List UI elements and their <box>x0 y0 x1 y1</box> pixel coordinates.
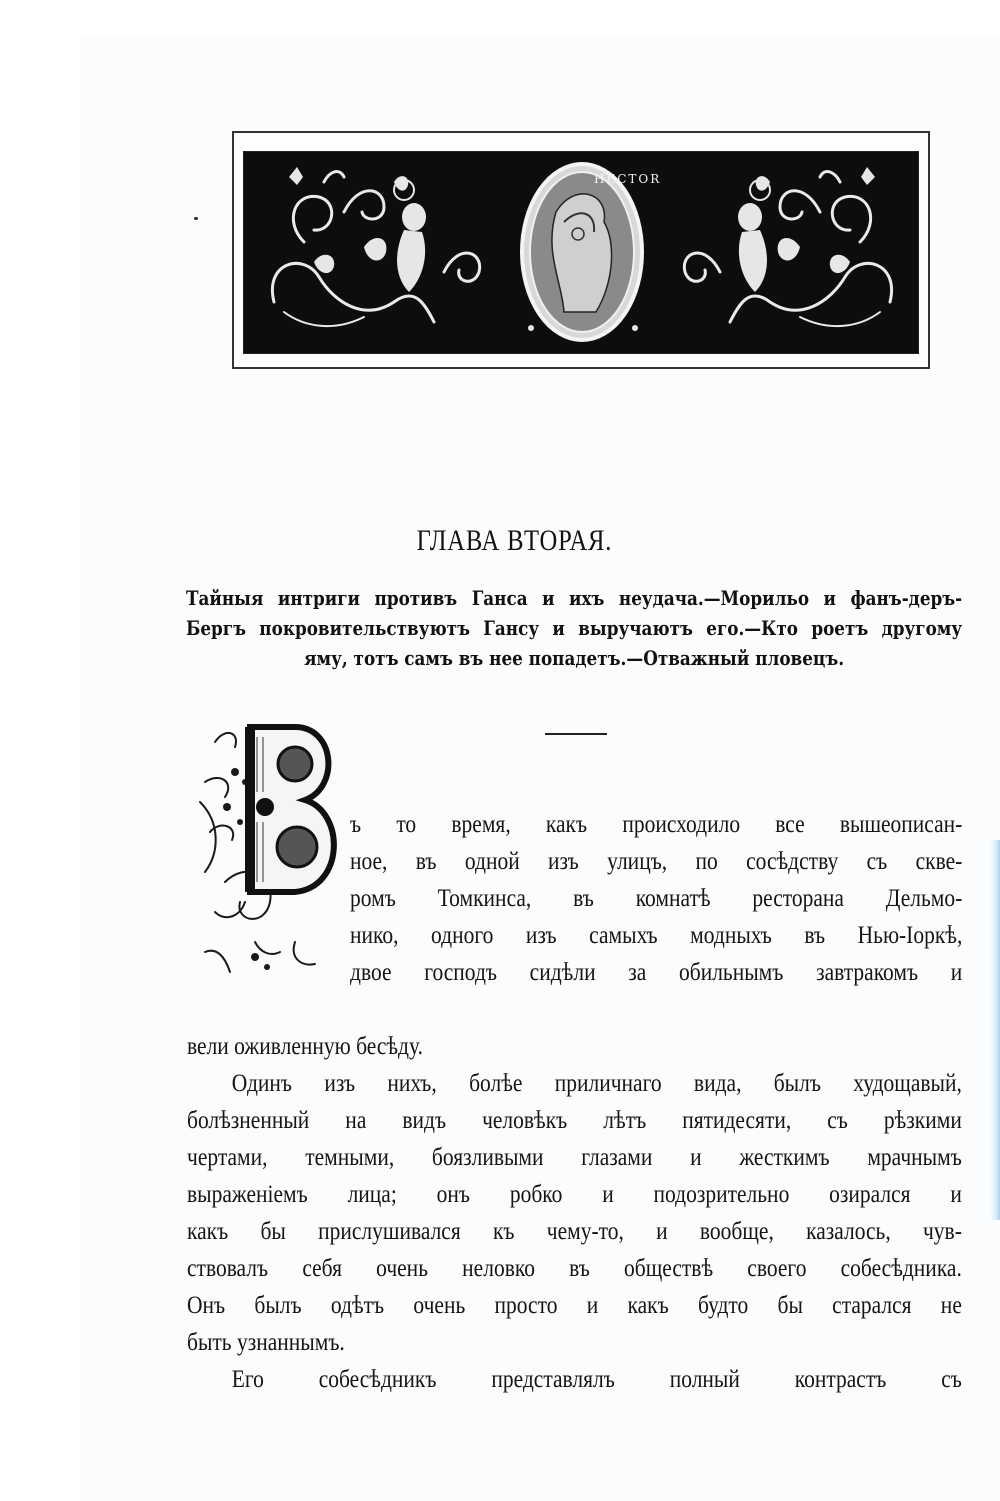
text-line: ное, въ одной изъ улицъ, по сосѣдству съ скве- <box>350 848 963 875</box>
medallion-inscription: HECTOR <box>594 172 662 186</box>
text-line: Онъ былъ одѣтъ очень просто и какъ будто бы старался не <box>187 1292 962 1319</box>
body-paragraphs <box>187 1028 962 1398</box>
text-line: чертами, темными, боязливыми глазами и жесткимъ мрачнымъ <box>187 1144 962 1171</box>
headpiece-ornament <box>232 131 930 369</box>
summary-line: Бергъ покровительствуютъ Гансу и выручаютъ его.—Кто роетъ другому <box>186 616 963 640</box>
ornament-foliage-icon <box>244 152 919 354</box>
drop-cap-v-icon <box>195 712 345 992</box>
text-line: ъ то время, какъ происходило все вышеописан- <box>350 811 963 838</box>
text-line: ствовалъ себя очень неловко въ обществѣ своего собесѣдника. <box>187 1255 962 1282</box>
text-line: быть узнаннымъ. <box>187 1329 345 1356</box>
text-line: Одинъ изъ нихъ, болѣе приличнаго вида, былъ худощавый, <box>231 1070 962 1097</box>
headpiece-panel <box>243 151 919 354</box>
text-line: вели оживленную бесѣду. <box>187 1033 423 1060</box>
summary-line: яму, тотъ самъ въ нее попадетъ.—Отважный пловецъ. <box>304 646 845 670</box>
text-line: ромъ Томкинса, въ комнатѣ ресторана Дельмо- <box>350 885 963 912</box>
text-line: выраженіемъ лица; онъ робко и подозрительно озирался и <box>187 1181 962 1208</box>
text-line: нико, одного изъ самыхъ модныхъ въ Нью-Іоркѣ, <box>350 922 963 949</box>
text-line: какъ бы прислушивался къ чему-то, и вообще, казалось, чув- <box>187 1218 962 1245</box>
text-line: Его собесѣдникъ представлялъ полный контрастъ съ <box>231 1366 962 1393</box>
summary-line: Тайныя интриги противъ Ганса и ихъ неудача.—Морильо и фанъ-деръ- <box>186 586 963 610</box>
section-divider <box>545 733 607 735</box>
opening-paragraph <box>350 806 962 991</box>
scan-edge-tint <box>990 840 1000 1220</box>
text-line: двое господъ сидѣли за обильнымъ завтракомъ и <box>350 959 963 986</box>
chapter-summary <box>186 583 962 673</box>
ink-speck <box>194 217 198 220</box>
text-line: болѣзненный на видъ человѣкъ лѣтъ пятидесяти, съ рѣзкими <box>187 1107 962 1134</box>
chapter-title: ГЛАВА ВТОРАЯ. <box>416 524 613 557</box>
